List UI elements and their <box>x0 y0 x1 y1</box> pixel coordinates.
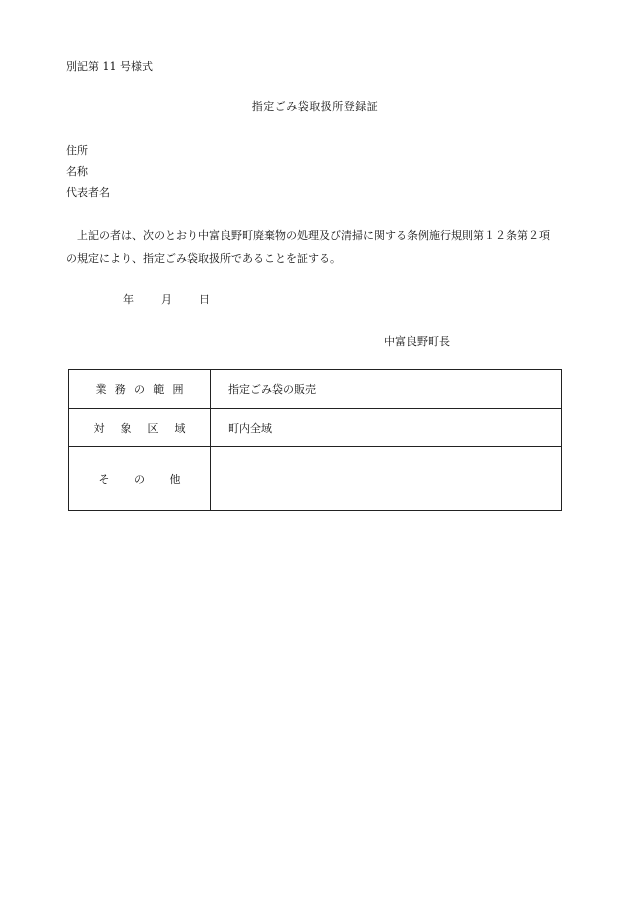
table-label-target-area <box>69 409 211 447</box>
table-row <box>69 370 562 409</box>
date-row <box>123 291 210 307</box>
issuer-title: 中富良野町長 <box>384 335 450 348</box>
certification-text-line-2: の規定により、指定ごみ袋取扱所であることを証する。 <box>66 252 341 265</box>
table-row <box>69 447 562 511</box>
table-value-business-scope: 指定ごみ袋の販売 <box>211 370 562 409</box>
certification-text-line-1: 上記の者は、次のとおり中富良野町廃棄物の処理及び清掃に関する条例施行規則第１２条第２項 <box>77 229 550 242</box>
date-month-label: 月 <box>161 293 172 306</box>
label-text: そ の 他 <box>98 472 181 486</box>
name-label: 名称 <box>66 165 88 178</box>
registration-details-table <box>68 369 562 511</box>
table-label-business-scope <box>69 370 211 409</box>
date-day-label: 日 <box>199 293 210 306</box>
table-row <box>69 409 562 447</box>
document-title: 指定ごみ袋取扱所登録証 <box>251 100 379 113</box>
table-value-target-area: 町内全域 <box>211 409 562 447</box>
table-label-other <box>69 447 211 511</box>
certification-text <box>66 224 586 270</box>
table-value-other <box>211 447 562 511</box>
form-number: 別記第 11 号様式 <box>66 60 153 73</box>
representative-label: 代表者名 <box>66 186 110 199</box>
address-label: 住所 <box>66 144 88 157</box>
date-year-label: 年 <box>123 293 134 306</box>
label-text: 業 務 の 範 囲 <box>95 383 184 396</box>
label-text: 対 象 区 域 <box>93 421 186 435</box>
